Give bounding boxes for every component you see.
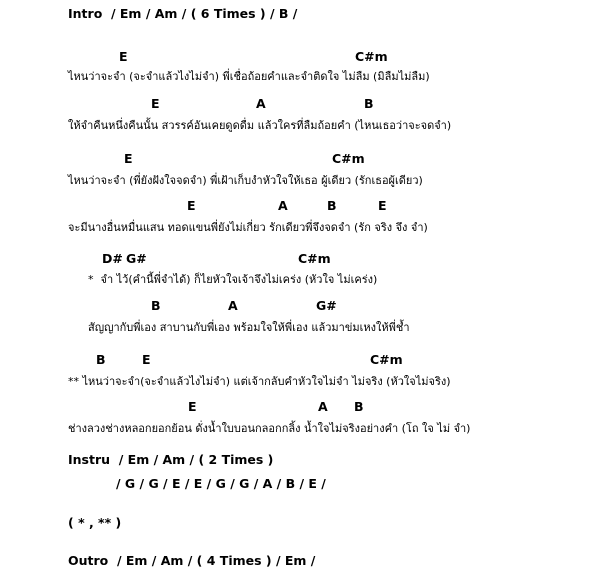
chord: G# (126, 251, 147, 266)
lyric-line: สัญญากับพี่เอง สาบานกับพี่เอง พร้อมใจให้พี่เอง แล้วมาข่มเหงให้พี่ช้ำ (88, 321, 410, 334)
lyric-line: จะมีนางอื่นหมื่นแสน ทอดแขนพี่ยังไม่เกี่ยว รักเดียวพี่จึงจดจำ (รัก จริง จึง จำ) (68, 221, 428, 234)
chord: C#m (298, 251, 331, 266)
chord: B (364, 96, 374, 111)
chord: G# (316, 298, 337, 313)
repeat-marker: ( * , ** ) (68, 515, 122, 530)
chord: E (187, 198, 196, 213)
chord: C#m (370, 352, 403, 367)
lyric-line: * จำ ไว้(คำนี้พี่จำได้) ก็ไยหัวใจเจ้าจึงไม่เคร่ง (หัวใจ ไม่เคร่ง) (88, 273, 378, 286)
instru-chords: / G / G / E / E / G / G / A / B / E / (116, 476, 326, 491)
chord: B (327, 198, 337, 213)
lyric-line: ให้จำคืนหนึ่งคืนนั้น สวรรค์อันเคยดูดดื่ม แล้วใครที่ลืมถ้อยคำ (ไหนเธอว่าจะจดจำ) (68, 119, 452, 132)
chord: C#m (332, 151, 365, 166)
chord: B (151, 298, 161, 313)
chord: E (188, 399, 197, 414)
instru-line: Instru / Em / Am / ( 2 Times ) (68, 452, 274, 467)
chord: A (278, 198, 288, 213)
chord: E (124, 151, 133, 166)
chord: E (151, 96, 160, 111)
lyric-line: ** ไหนว่าจะจำ(จะจำแล้วไงไม่จำ) แต่เจ้ากลับคำหัวใจไม่จำ ไม่จริง (หัวใจไม่จริง) (68, 375, 451, 388)
chord: B (354, 399, 364, 414)
chord: E (142, 352, 151, 367)
chord: A (228, 298, 238, 313)
lyric-line: ช่างลวงช่างหลอกยอกย้อน ดั่งน้ำใบบอนกลอกกลิ้ง น้ำใจไม่จริงอย่างคำ (โถ ใจ ไม่ จำ) (68, 422, 471, 435)
chord: A (318, 399, 328, 414)
chord: E (378, 198, 387, 213)
lyric-line: ไหนว่าจะจำ (จะจำแล้วไงไม่จำ) พี่เชื่อถ้อยคำและจำติดใจ ไม่ลืม (มิลืมไม่ลืม) (68, 70, 430, 83)
chord: E (119, 49, 128, 64)
outro-line: Outro / Em / Am / ( 4 Times ) / Em / (68, 553, 316, 568)
chord: A (256, 96, 266, 111)
intro-line: Intro / Em / Am / ( 6 Times ) / B / (68, 6, 298, 21)
chord: C#m (355, 49, 388, 64)
chord: B (96, 352, 106, 367)
chord: D# (102, 251, 123, 266)
lyric-line: ไหนว่าจะจำ (พี่ยังฝังใจจดจำ) พี่เฝ้าเก็บงำหัวใจให้เธอ ผู้เดียว (รักเธอผู้เดียว) (68, 174, 423, 187)
